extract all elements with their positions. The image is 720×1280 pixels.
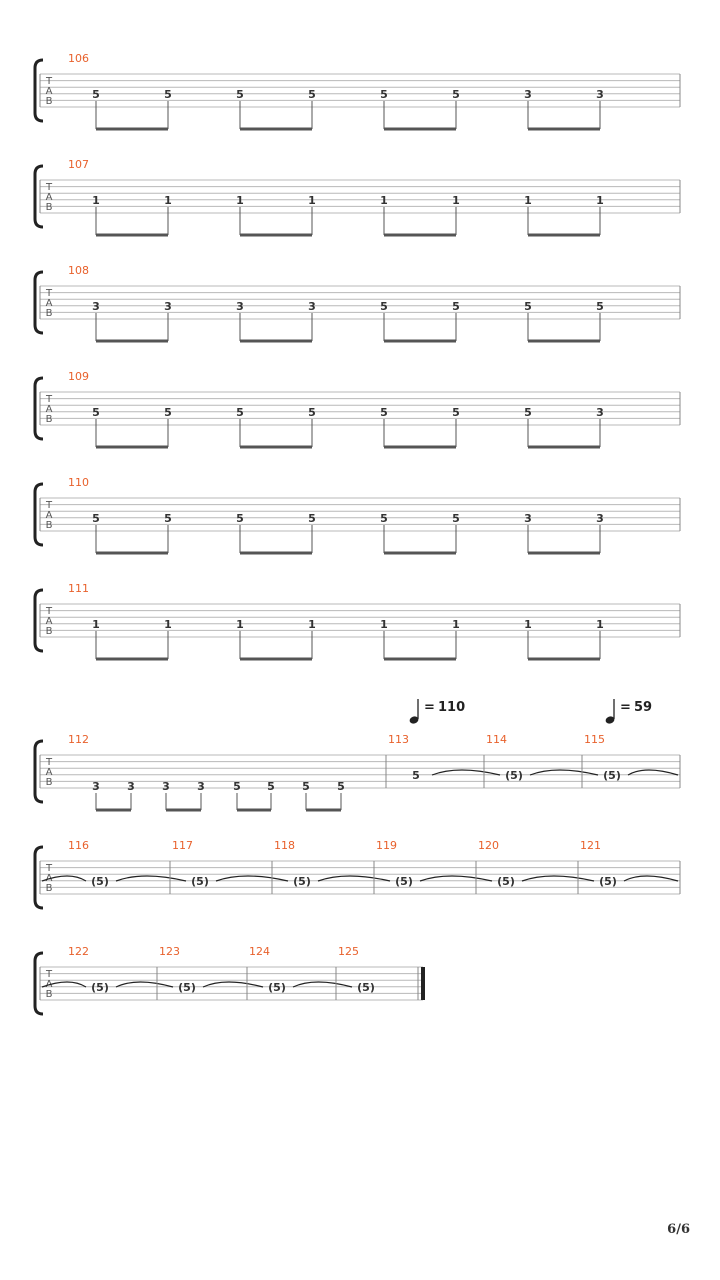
fret-number: 1 xyxy=(164,194,172,207)
fret-number: 5 xyxy=(380,300,388,313)
tie-arc xyxy=(116,982,173,987)
system-bracket xyxy=(35,847,43,908)
fret-number: 1 xyxy=(92,618,100,631)
fret-number: 1 xyxy=(380,194,388,207)
measure-number: 118 xyxy=(274,839,295,852)
fret-number: 1 xyxy=(452,618,460,631)
fret-number: 3 xyxy=(596,512,604,525)
fret-number: 5 xyxy=(380,512,388,525)
fret-number: 5 xyxy=(380,88,388,101)
fret-number: 1 xyxy=(308,194,316,207)
clef-letter-t: T xyxy=(45,288,53,299)
measure-number: 111 xyxy=(68,582,89,595)
measure-number: 122 xyxy=(68,945,89,958)
fret-number: 3 xyxy=(162,780,170,793)
fret-number: 3 xyxy=(236,300,244,313)
clef-letter-t: T xyxy=(45,969,53,980)
fret-number: 3 xyxy=(92,300,100,313)
fret-number: (5) xyxy=(91,981,109,994)
fret-number: 3 xyxy=(197,780,205,793)
system-bracket xyxy=(35,484,43,545)
fret-number: 5 xyxy=(267,780,275,793)
staff-system xyxy=(35,264,680,341)
fret-number: 5 xyxy=(236,512,244,525)
tie-arc xyxy=(203,982,263,987)
measure-number: 125 xyxy=(338,945,359,958)
fret-number: 5 xyxy=(308,406,316,419)
system-bracket xyxy=(35,741,43,802)
fret-number: (5) xyxy=(178,981,196,994)
measure-number: 113 xyxy=(388,733,409,746)
tie-arc xyxy=(530,770,598,775)
fret-number: 1 xyxy=(236,194,244,207)
measure-number: 117 xyxy=(172,839,193,852)
staff-system xyxy=(35,52,680,129)
fret-number: 5 xyxy=(164,512,172,525)
measure-number: 120 xyxy=(478,839,499,852)
tempo-mark xyxy=(409,699,466,725)
clef-letter-a: A xyxy=(45,979,53,990)
measure-number: 112 xyxy=(68,733,89,746)
measure-number: 109 xyxy=(68,370,89,383)
measure-number: 124 xyxy=(249,945,270,958)
fret-number: 1 xyxy=(452,194,460,207)
clef-letter-b: B xyxy=(45,777,53,788)
fret-number: 5 xyxy=(92,88,100,101)
staff-system xyxy=(35,158,680,235)
tie-arc xyxy=(624,876,678,881)
fret-number: 3 xyxy=(127,780,135,793)
staff-system xyxy=(35,839,680,908)
fret-number: (5) xyxy=(603,769,621,782)
fret-number: 1 xyxy=(380,618,388,631)
fret-number: (5) xyxy=(268,981,286,994)
fret-number: 5 xyxy=(452,88,460,101)
fret-number: 5 xyxy=(308,88,316,101)
tempo-equals: = xyxy=(424,700,435,715)
staff-system xyxy=(35,733,680,810)
clef-letter-b: B xyxy=(45,989,53,1000)
clef-letter-b: B xyxy=(45,883,53,894)
measure-number: 116 xyxy=(68,839,89,852)
fret-number: (5) xyxy=(505,769,523,782)
fret-number: 5 xyxy=(412,769,420,782)
fret-number: 5 xyxy=(452,300,460,313)
fret-number: 3 xyxy=(308,300,316,313)
fret-number: 3 xyxy=(164,300,172,313)
fret-number: (5) xyxy=(395,875,413,888)
measure-number: 119 xyxy=(376,839,397,852)
clef-letter-b: B xyxy=(45,626,53,637)
measure-number: 107 xyxy=(68,158,89,171)
fret-number: 1 xyxy=(524,618,532,631)
fret-number: 1 xyxy=(596,194,604,207)
fret-number: 3 xyxy=(596,406,604,419)
measure-number: 115 xyxy=(584,733,605,746)
staff-system xyxy=(35,476,680,553)
system-bracket xyxy=(35,378,43,439)
measure-number: 114 xyxy=(486,733,507,746)
system-bracket xyxy=(35,590,43,651)
clef-letter-t: T xyxy=(45,757,53,768)
clef-letter-t: T xyxy=(45,500,53,511)
staff-system xyxy=(35,582,680,659)
tempo-mark xyxy=(605,699,653,725)
fret-number: (5) xyxy=(191,875,209,888)
tempo-value: 110 xyxy=(438,700,466,715)
tempo-value: 59 xyxy=(634,700,653,715)
fret-number: 5 xyxy=(236,406,244,419)
system-bracket xyxy=(35,953,43,1014)
system-bracket xyxy=(35,272,43,333)
fret-number: 1 xyxy=(308,618,316,631)
tie-arc xyxy=(216,876,288,881)
tie-arc xyxy=(522,876,594,881)
fret-number: 1 xyxy=(236,618,244,631)
fret-number: 3 xyxy=(524,88,532,101)
fret-number: 5 xyxy=(308,512,316,525)
fret-number: 5 xyxy=(302,780,310,793)
tempo-equals: = xyxy=(620,700,631,715)
fret-number: 3 xyxy=(524,512,532,525)
clef-letter-a: A xyxy=(45,616,53,627)
tie-arc xyxy=(628,770,678,775)
system-bracket xyxy=(35,60,43,121)
measure-number: 121 xyxy=(580,839,601,852)
fret-number: 3 xyxy=(92,780,100,793)
fret-number: (5) xyxy=(497,875,515,888)
fret-number: (5) xyxy=(91,875,109,888)
fret-number: 5 xyxy=(164,406,172,419)
fret-number: 5 xyxy=(92,512,100,525)
clef-letter-a: A xyxy=(45,192,53,203)
clef-letter-a: A xyxy=(45,873,53,884)
measure-number: 110 xyxy=(68,476,89,489)
clef-letter-a: A xyxy=(45,86,53,97)
fret-number: 1 xyxy=(524,194,532,207)
fret-number: 5 xyxy=(337,780,345,793)
clef-letter-t: T xyxy=(45,606,53,617)
fret-number: 1 xyxy=(92,194,100,207)
fret-number: 5 xyxy=(92,406,100,419)
clef-letter-b: B xyxy=(45,414,53,425)
fret-number: 5 xyxy=(452,406,460,419)
fret-number: 5 xyxy=(233,780,241,793)
fret-number: 5 xyxy=(380,406,388,419)
tie-arc xyxy=(116,876,186,881)
fret-number: 5 xyxy=(524,406,532,419)
fret-number: 5 xyxy=(596,300,604,313)
fret-number: 1 xyxy=(596,618,604,631)
clef-letter-t: T xyxy=(45,76,53,87)
clef-letter-a: A xyxy=(45,767,53,778)
tie-arc xyxy=(432,770,500,775)
clef-letter-t: T xyxy=(45,182,53,193)
measure-number: 106 xyxy=(68,52,89,65)
fret-number: 5 xyxy=(236,88,244,101)
fret-number: 1 xyxy=(164,618,172,631)
staff-system xyxy=(35,370,680,447)
clef-letter-a: A xyxy=(45,298,53,309)
system-bracket xyxy=(35,166,43,227)
clef-letter-t: T xyxy=(45,394,53,405)
clef-letter-t: T xyxy=(45,863,53,874)
fret-number: 5 xyxy=(524,300,532,313)
tie-arc xyxy=(293,982,352,987)
tie-arc xyxy=(318,876,390,881)
clef-letter-b: B xyxy=(45,202,53,213)
clef-letter-b: B xyxy=(45,308,53,319)
clef-letter-b: B xyxy=(45,96,53,107)
fret-number: (5) xyxy=(357,981,375,994)
fret-number: (5) xyxy=(293,875,311,888)
clef-letter-b: B xyxy=(45,520,53,531)
fret-number: 5 xyxy=(164,88,172,101)
measure-number: 108 xyxy=(68,264,89,277)
staff-system xyxy=(35,945,423,1014)
fret-number: 3 xyxy=(596,88,604,101)
measure-number: 123 xyxy=(159,945,180,958)
clef-letter-a: A xyxy=(45,404,53,415)
fret-number: (5) xyxy=(599,875,617,888)
clef-letter-a: A xyxy=(45,510,53,521)
fret-number: 5 xyxy=(452,512,460,525)
page-number: 6/6 xyxy=(667,1222,690,1237)
tie-arc xyxy=(420,876,492,881)
